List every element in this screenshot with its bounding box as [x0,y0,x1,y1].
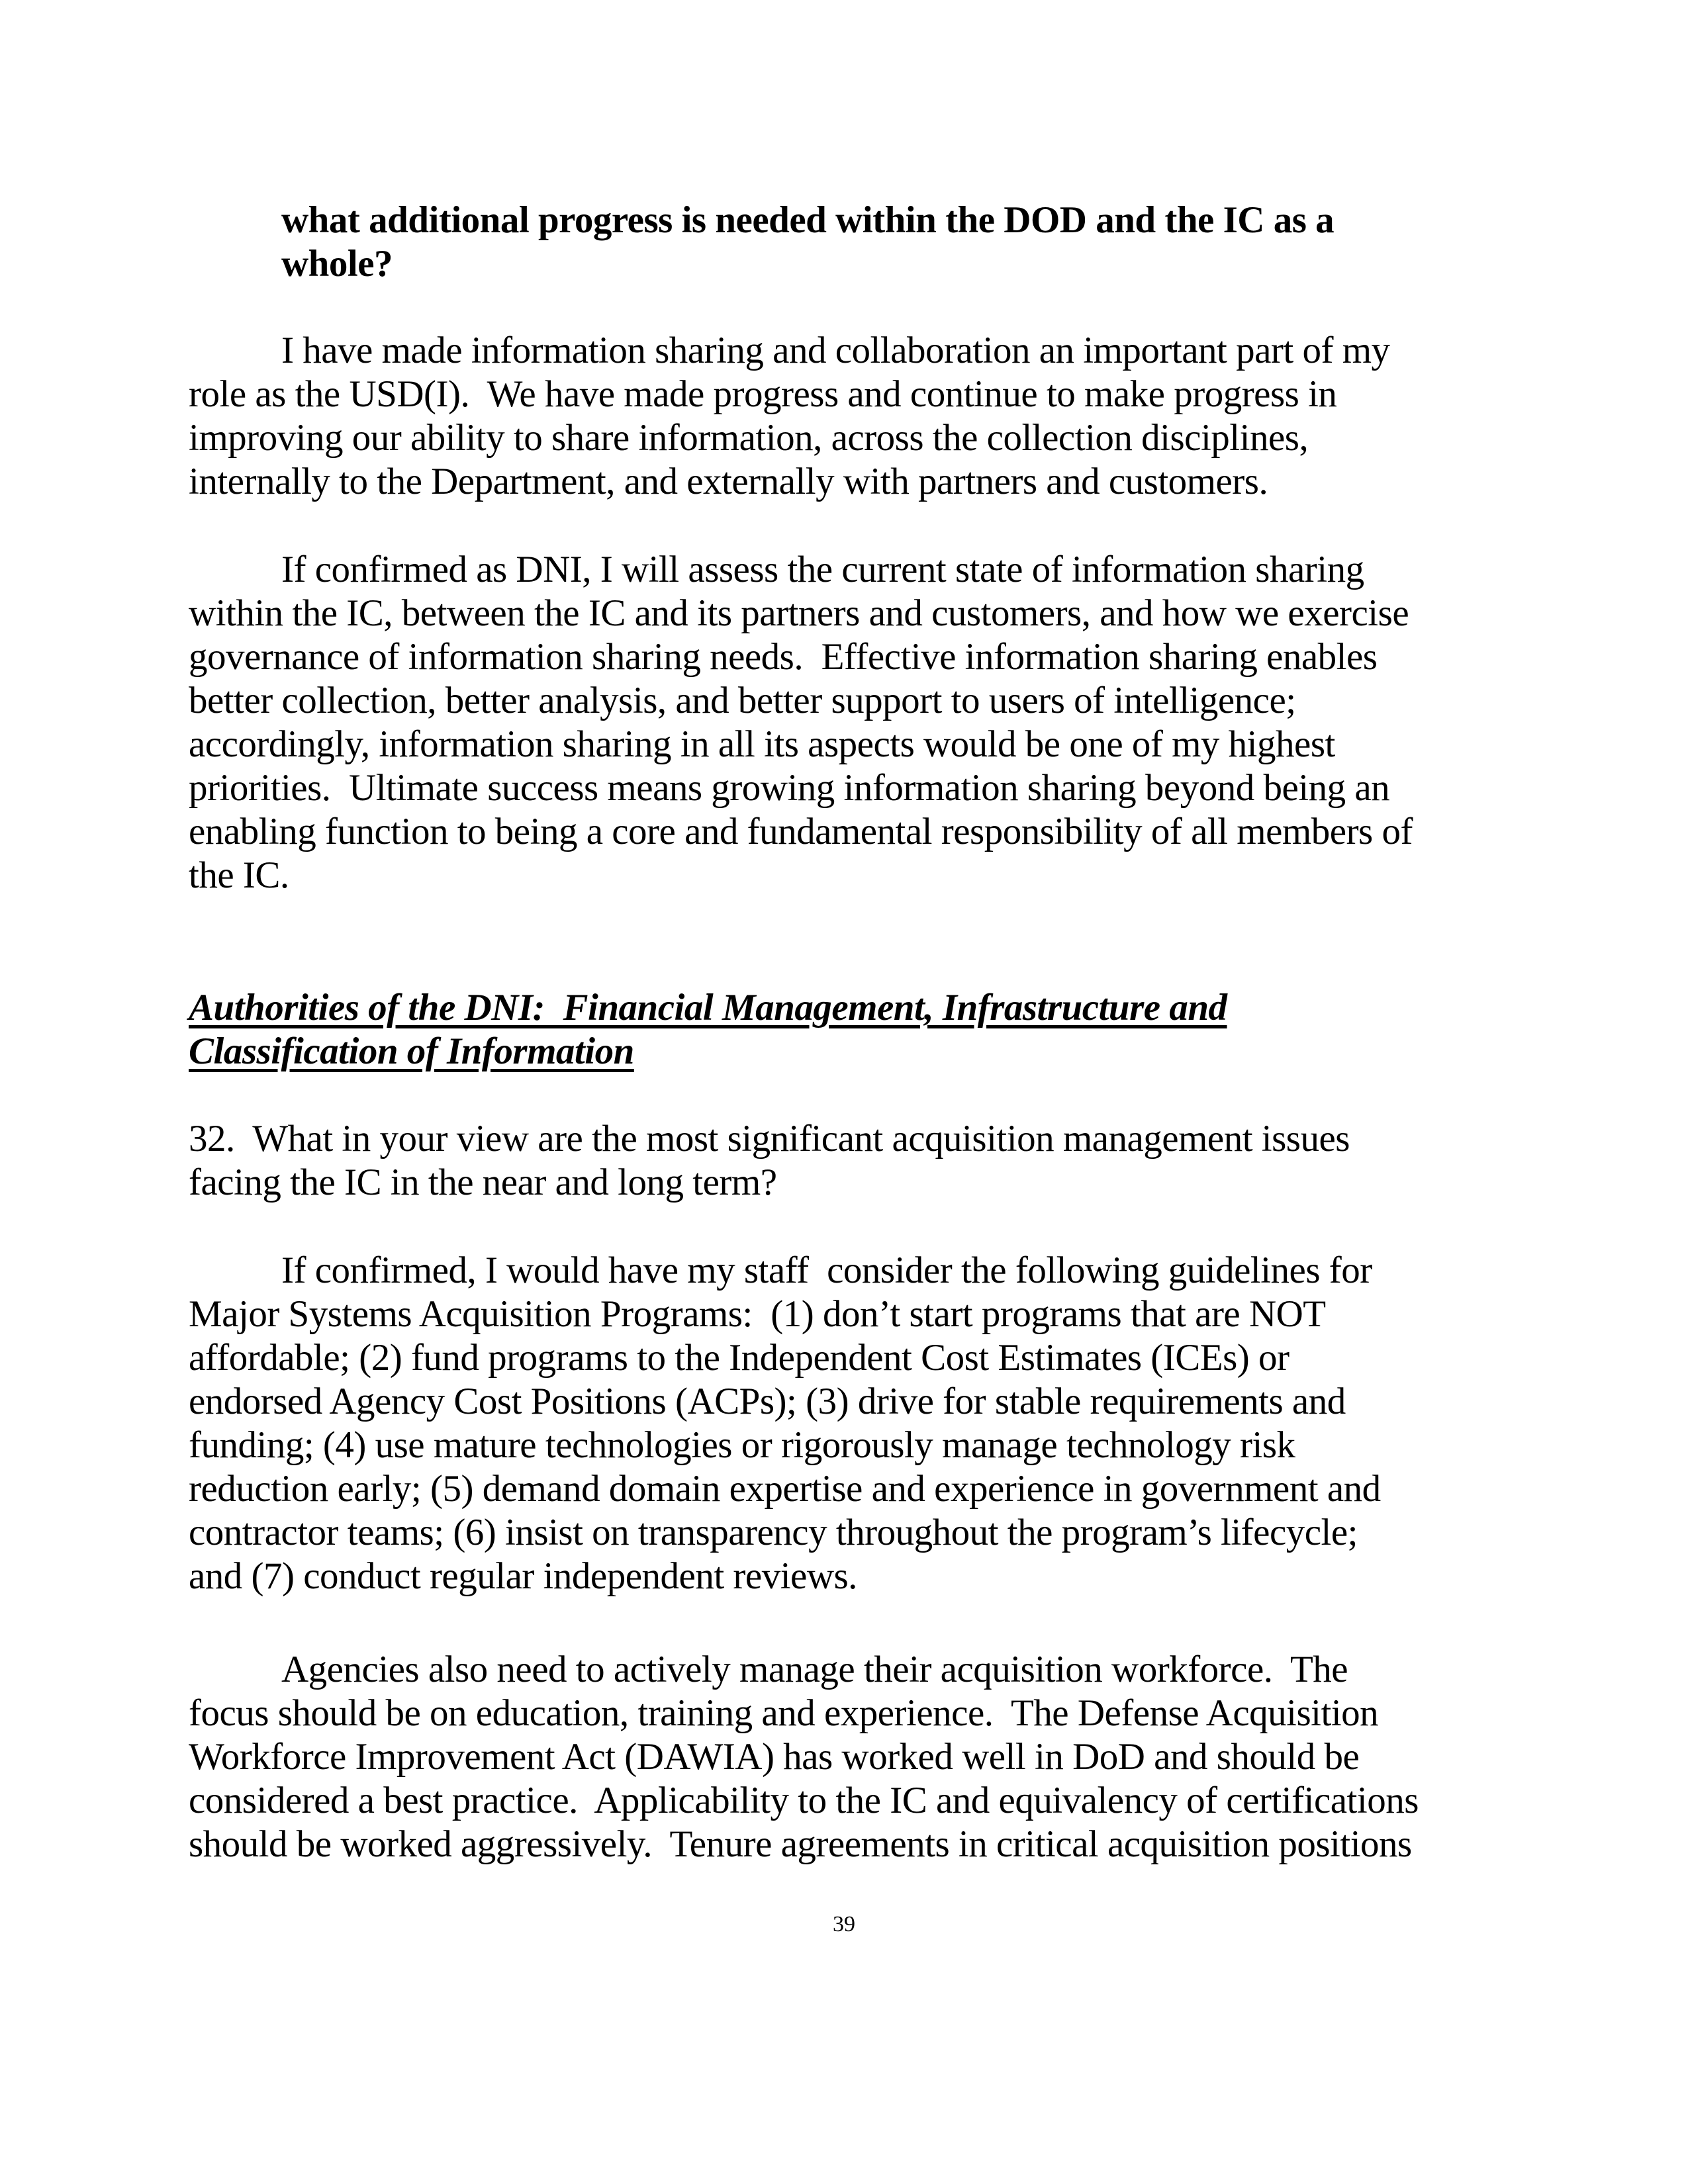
paragraph-line: should be worked aggressively. Tenure agreements in critical acquisition positions [189,1823,1412,1865]
paragraph-line: the IC. [189,854,289,896]
page-number: 39 [833,1912,855,1936]
paragraph-line: better collection, better analysis, and better support to users of intelligence; [189,680,1296,721]
paragraph-line: governance of information sharing needs. Effective information sharing enables [189,636,1378,678]
paragraph-line: I have made information sharing and collaboration an important part of my [281,330,1390,371]
section-heading-line: Classification of Information [189,1030,634,1072]
paragraph-line: Agencies also need to actively manage their acquisition workforce. The [281,1649,1348,1690]
paragraph-line: within the IC, between the IC and its partners and customers, and how we exercise [189,592,1409,634]
paragraph-line: endorsed Agency Cost Positions (ACPs); (3) drive for stable requirements and [189,1381,1346,1422]
paragraph-line: accordingly, information sharing in all its aspects would be one of my highest [189,723,1335,765]
question-line: 32. What in your view are the most significant acquisition management issues [189,1118,1350,1160]
paragraph-line: considered a best practice. Applicability to the IC and equivalency of certifications [189,1780,1419,1821]
section-heading-line: Authorities of the DNI: Financial Management, Infrastructure and [189,987,1227,1028]
paragraph-line: priorities. Ultimate success means growing information sharing beyond being an [189,767,1390,809]
paragraph-line: focus should be on education, training and experience. The Defense Acquisition [189,1692,1379,1734]
paragraph-line: affordable; (2) fund programs to the Independent Cost Estimates (ICEs) or [189,1337,1289,1379]
paragraph-line: contractor teams; (6) insist on transparency throughout the program’s lifecycle; [189,1512,1358,1553]
paragraph-line: If confirmed as DNI, I will assess the current state of information sharing [281,549,1364,590]
paragraph-line: improving our ability to share information, across the collection disciplines, [189,417,1309,459]
question-line: what additional progress is needed within the DOD and the IC as a [281,199,1335,241]
paragraph-line: If confirmed, I would have my staff consider the following guidelines for [281,1250,1372,1291]
paragraph-line: enabling function to being a core and fundamental responsibility of all members of [189,811,1413,852]
paragraph-line: internally to the Department, and externally with partners and customers. [189,461,1268,502]
paragraph-line: and (7) conduct regular independent reviews. [189,1555,857,1597]
paragraph-line: role as the USD(I). We have made progress and continue to make progress in [189,373,1337,415]
paragraph-line: reduction early; (5) demand domain expertise and experience in government and [189,1468,1381,1510]
paragraph-line: Workforce Improvement Act (DAWIA) has worked well in DoD and should be [189,1736,1360,1778]
paragraph-line: Major Systems Acquisition Programs: (1) don’t start programs that are NOT [189,1293,1326,1335]
paragraph-line: funding; (4) use mature technologies or rigorously manage technology risk [189,1424,1295,1466]
question-line: whole? [281,243,393,285]
question-line: facing the IC in the near and long term? [189,1161,777,1203]
